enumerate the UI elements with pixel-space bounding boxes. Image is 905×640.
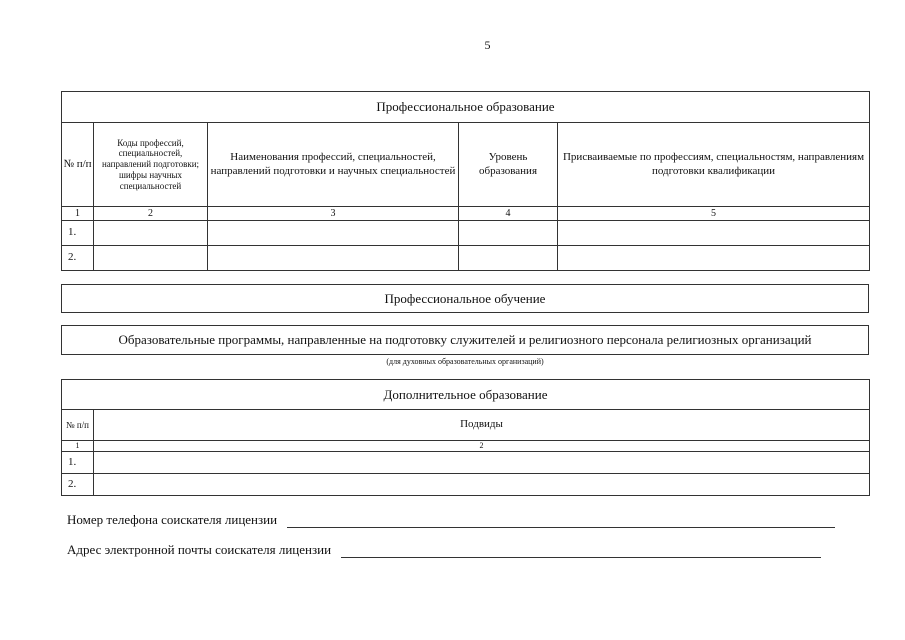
header-number: № п/п bbox=[62, 410, 94, 441]
phone-field bbox=[67, 512, 835, 528]
table-row bbox=[62, 246, 870, 271]
table-row bbox=[62, 452, 870, 474]
table-row bbox=[62, 221, 870, 246]
phone-label: Номер телефона соискателя лицензии bbox=[67, 512, 278, 527]
email-label: Адрес электронной почты соискателя лицензии bbox=[67, 542, 332, 557]
empty-cell[interactable] bbox=[94, 246, 208, 271]
col-number: 1 bbox=[62, 207, 94, 221]
empty-cell[interactable] bbox=[94, 452, 870, 474]
religious-programs-box[interactable]: Образовательные программы, направленные на подготовку служителей и религиозного персонала религиозных организаций bbox=[61, 325, 869, 355]
empty-cell[interactable] bbox=[208, 246, 459, 271]
row-number: 2. bbox=[62, 474, 94, 496]
header-qualifications: Присваиваемые по профессиям, специальностям, направлениям подготовки квалификации bbox=[558, 123, 870, 207]
col-number: 4 bbox=[459, 207, 558, 221]
empty-cell[interactable] bbox=[459, 221, 558, 246]
header-subtypes: Подвиды bbox=[94, 410, 870, 441]
table-row bbox=[62, 474, 870, 496]
prof-education-title: Профессиональное образование bbox=[62, 92, 870, 123]
empty-cell[interactable] bbox=[459, 246, 558, 271]
additional-education-table bbox=[61, 379, 870, 496]
col-number: 2 bbox=[94, 441, 870, 452]
empty-cell[interactable] bbox=[94, 221, 208, 246]
prof-training-box[interactable]: Профессиональное обучение bbox=[61, 284, 869, 313]
additional-education-title: Дополнительное образование bbox=[62, 380, 870, 410]
page-number: 5 bbox=[484, 38, 491, 52]
empty-cell[interactable] bbox=[558, 221, 870, 246]
email-input-line[interactable] bbox=[341, 543, 821, 558]
empty-cell[interactable] bbox=[558, 246, 870, 271]
email-field bbox=[67, 542, 821, 558]
header-level: Уровень образования bbox=[459, 123, 558, 207]
col-number: 1 bbox=[62, 441, 94, 452]
col-number: 2 bbox=[94, 207, 208, 221]
header-codes: Коды профессий, специальностей, направлений подготовки; шифры научных специальностей bbox=[94, 123, 208, 207]
religious-note: (для духовных образовательных организаций) bbox=[386, 357, 544, 366]
col-number: 3 bbox=[208, 207, 459, 221]
empty-cell[interactable] bbox=[208, 221, 459, 246]
empty-cell[interactable] bbox=[94, 474, 870, 496]
row-number: 1. bbox=[62, 221, 94, 246]
prof-education-table bbox=[61, 91, 870, 271]
row-number: 1. bbox=[62, 452, 94, 474]
row-number: 2. bbox=[62, 246, 94, 271]
col-number: 5 bbox=[558, 207, 870, 221]
phone-input-line[interactable] bbox=[287, 513, 835, 528]
header-number: № п/п bbox=[62, 123, 94, 207]
header-names: Наименования профессий, специальностей, направлений подготовки и научных специальностей bbox=[208, 123, 459, 207]
